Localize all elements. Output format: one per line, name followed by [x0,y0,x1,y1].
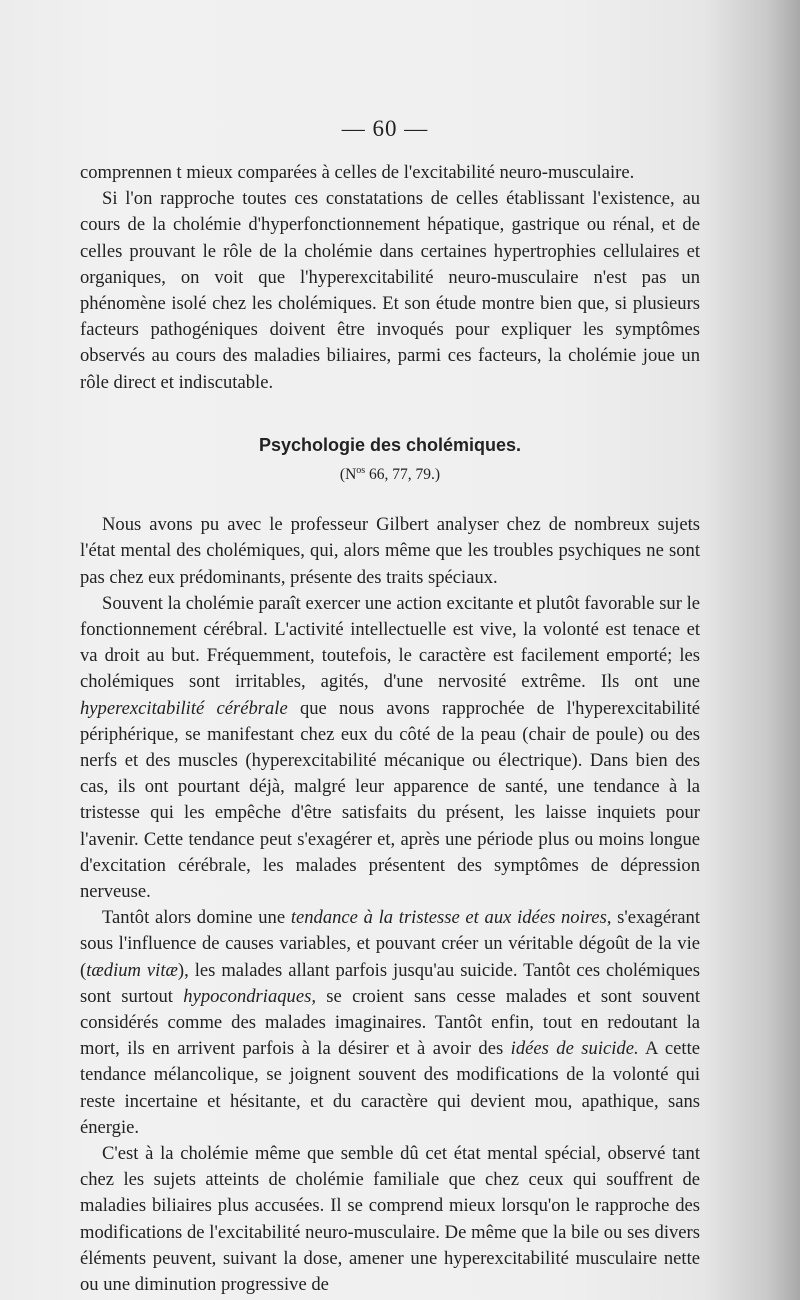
emphasis: hyperexcitabilité cérébrale [80,697,288,719]
emphasis: hypocondriaques, [183,985,316,1007]
emphasis: tædium vitæ [86,959,178,981]
paragraph: Nous avons pu avec le professeur Gilbert analyser chez de nombreux sujets l'état mental des cholémiques, qui, alors même que les troubles psychiques ne sont pas chez eux prédominants, présente des traits spéciaux. [80,514,700,588]
paragraph: Si l'on rapproche toutes ces constatations de celles établissant l'existence, au cours de la cholémie d'hyperfonctionnement hépatique, gastrique ou rénal, et de celles prouvant le rôle de la cholémie dans certaines hypertrophies cellulaires et organiques, on voit que l'hyperexcitabilité neuro-musculaire n'est pas un phénomène isolé chez les cholémiques. Et son étude montre bien que, si plusieurs facteurs pathogéniques doivent être invoqués pour expliquer les symptômes observés au cours des maladies biliaires, parmi ces facteurs, la cholémie joue un rôle direct et indiscutable. [80,188,700,393]
paragraph: Souvent la cholémie paraît exercer une action excitante et plutôt favorable sur le fonctionnement cérébral. L'activité intellectuelle est vive, la volonté est tenace et va droit au but. Fréquemment, toutefois, le caractère est facilement emporté; les cholémiques sont irritables, agités, d'une nervosité extrême. Ils ont une hyperexcitabilité cérébrale que nous avons rapprochée de l'hyperexcitabilité périphérique, se manifestant chez eux du côté de la peau (chair de poule) ou des nerfs et des muscles (hyperexcitabilité mécanique ou électrique). Dans bien des cas, ils ont pourtant déjà, malgré leur apparence de santé, une tendance à la tristesse qui les empêche d'être satisfaits du présent, les laisse inquiets pour l'avenir. Cette tendance peut s'exagérer et, après une période plus ou moins longue d'excitation cérébrale, les malades présentent des symptômes de dépression nerveuse. [80,592,701,903]
paragraph-continuation: comprennen t mieux comparées à celles de l'excitabilité neuro-musculaire. [80,162,635,183]
paragraph: C'est à la cholémie même que semble dû cet état mental spécial, observé tant chez les sujets atteints de cholémie familiale que chez ceux qui souffrent de maladies biliaires plus accusées. Il se comprend mieux lorsqu'on le rapproche des modifications de l'excitabilité neuro-musculaire. De même que la bile ou ses divers éléments peuvent, suivant la dose, amener une hyperexcitabilité musculaire nette ou une diminution progressive de [80,1143,700,1296]
emphasis: idées de suicide. [510,1038,639,1060]
body-text [80,160,700,1298]
emphasis: tendance à la tristesse et aux idées noires, [290,907,612,929]
page-number: — 60 — [341,116,429,141]
section-heading: Psychologie des cholémiques. [258,434,522,455]
paragraph: Tantôt alors domine une tendance à la tristesse et aux idées noires, s'exagérant sous l'influence de causes variables, et pouvant créer un véritable dégoût de la vie (tædium vitæ), les malades allant parfois jusqu'au suicide. Tantôt ces cholémiques sont surtout hypocondriaques, se croient sans cesse malades et sont souvent considérés comme des malades imaginaires. Tantôt enfin, tout en redoutant la mort, ils en arrivent parfois à la désirer et à avoir des idées de suicide. A cette tendance mélancolique, se joignent souvent des modifications de la volonté qui reste incertaine et hésitante, et du caractère qui devient mou, apathique, sans énergie. [80,907,701,1138]
section-references: ($N^{os}$ 66, 77, 79.) [339,464,441,483]
